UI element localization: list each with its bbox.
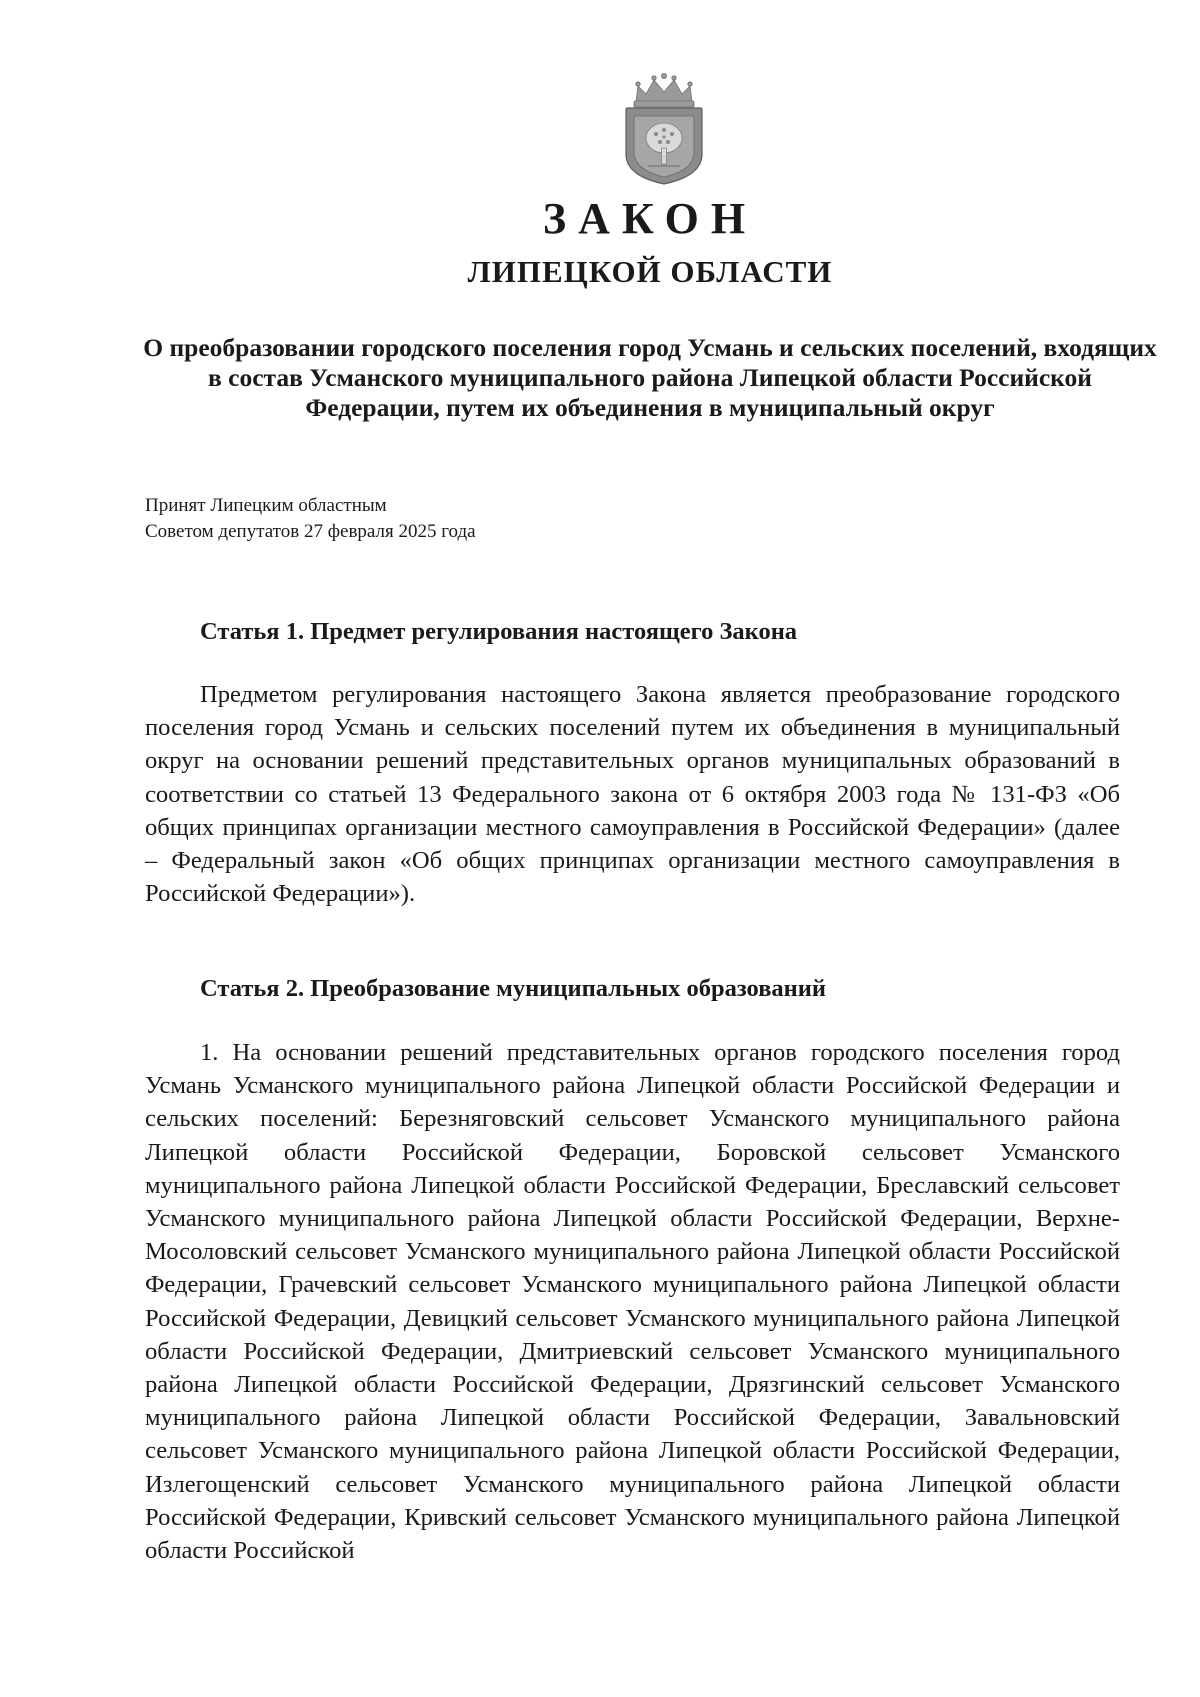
region-title: ЛИПЕЦКОЙ ОБЛАСТИ [467, 254, 833, 289]
adoption-line-2: Советом депутатов 27 февраля 2025 года [145, 521, 476, 542]
lipetsk-coat-of-arms-icon [620, 72, 708, 186]
article-1-paragraph-1: Предметом регулирования настоящего Закона является преобразование городского поселения город Усмань и сельских поселений путем их объединения в муниципальный округ на основании решений представительных органов муниципальных образований в соответствии со статьей 13 Федерального закона от 6 октября 2003 года № 131-ФЗ «Об общих принципах организации местного самоуправления в Российской Федерации» (далее – Федеральный закон «Об общих принципах организации местного самоуправления в Российской Федерации»). [145, 681, 1120, 908]
law-title: О преобразовании городского поселения город Усмань и сельских поселений, входящих в состав Усманского муниципального района Липецкой области Российской Федерации, путем их объединения в муниципальный округ [143, 333, 1157, 422]
article-2-paragraph-1: 1. На основании решений представительных органов городского поселения город Усмань Усманского муниципального района Липецкой области Российской Федерации и сельских поселений: Березняговский сельсовет Усманского муниципального района Липецкой области Российской Федерации, Боровской сельсовет Усманского муниципального района Липецкой области Российской Федерации, Бреславский сельсовет Усманского муниципального района Липецкой области Российской Федерации, Верхне-Мосоловский сельсовет Усманского муниципального района Липецкой области Российской Федерации, Грачевский сельсовет Усманского муниципального района Липецкой области Российской Федерации, Девицкий сельсовет Усманского муниципального района Липецкой области Российской Федерации, Дмитриевский сельсовет Усманского муниципального района Липецкой области Российской Федерации, Дрязгинский сельсовет Усманского муниципального района Липецкой области Российской Федерации, Завальновский сельсовет Усманского муниципального района Липецкой области Российской Федерации, Излегощенский сельсовет Усманского муниципального района Липецкой области Российской Федерации, Кривский сельсовет Усманского муниципального района Липецкой области Российской [145, 1039, 1120, 1565]
article-1-heading: Статья 1. Предмет регулирования настоящего Закона [200, 618, 798, 645]
document-type-title: ЗАКОН [542, 194, 758, 243]
adoption-line-1: Принят Липецким областным [145, 495, 387, 516]
article-2-heading: Статья 2. Преобразование муниципальных образований [200, 975, 827, 1002]
adoption-note [145, 493, 476, 545]
